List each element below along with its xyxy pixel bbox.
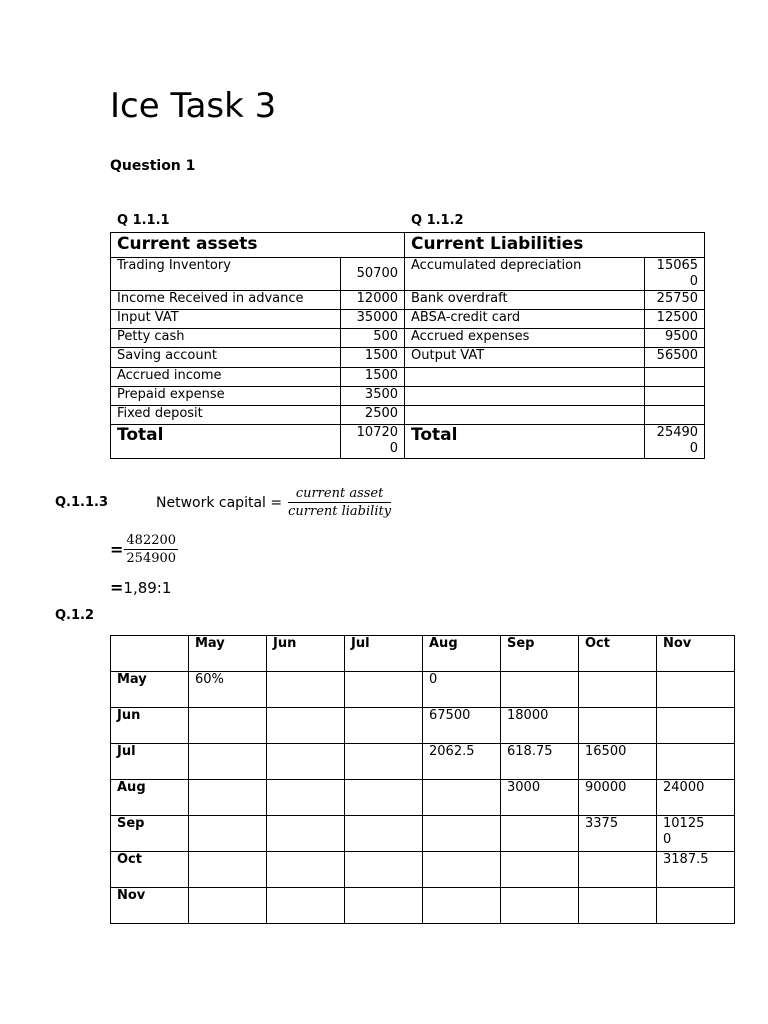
result-line	[110, 578, 171, 597]
table-row	[111, 744, 735, 780]
ratio-result: 1,89:1	[123, 579, 172, 597]
table-row	[111, 708, 735, 744]
assets-heading: Current assets	[111, 233, 405, 258]
table-cell	[267, 744, 345, 780]
liability-label: Accrued expenses	[405, 329, 645, 348]
table-cell	[189, 780, 267, 816]
column-header: Aug	[423, 636, 501, 672]
assets-total-label: Total	[111, 425, 341, 459]
table-cell	[501, 888, 579, 924]
assets-total-value: 10720 0	[341, 425, 405, 459]
table-cell	[657, 888, 735, 924]
asset-label: Trading Inventory	[111, 258, 341, 291]
liability-label: Accumulated depreciation	[405, 258, 645, 291]
column-header: May	[189, 636, 267, 672]
liabilities-heading: Current Liabilities	[405, 233, 705, 258]
table-cell	[267, 816, 345, 852]
balance-header-row	[111, 233, 705, 258]
table-cell	[579, 672, 657, 708]
table-row	[111, 780, 735, 816]
total-row	[111, 425, 705, 459]
q111-label: Q 1.1.1	[117, 213, 170, 228]
table-row	[111, 406, 705, 425]
balance-table	[110, 232, 705, 459]
equals-sign: =	[110, 540, 124, 559]
liability-label: Output VAT	[405, 348, 645, 368]
table-cell	[501, 852, 579, 888]
table-cell: 10125 0	[657, 816, 735, 852]
asset-label: Prepaid expense	[111, 387, 341, 406]
column-header: Jul	[345, 636, 423, 672]
liability-value: 25750	[645, 291, 705, 310]
table-row	[111, 387, 705, 406]
table-cell: 67500	[423, 708, 501, 744]
asset-value: 3500	[341, 387, 405, 406]
document-title: Ice Task 3	[110, 86, 277, 126]
collections-table	[110, 635, 735, 924]
table-cell	[345, 744, 423, 780]
asset-value: 12000	[341, 291, 405, 310]
table-cell: 16500	[579, 744, 657, 780]
table-cell	[657, 672, 735, 708]
asset-label: Petty cash	[111, 329, 341, 348]
asset-label: Input VAT	[111, 310, 341, 329]
table-row	[111, 852, 735, 888]
asset-value: 1500	[341, 368, 405, 387]
table-cell	[657, 744, 735, 780]
table-cell: 3000	[501, 780, 579, 816]
liabilities-total-value: 25490 0	[645, 425, 705, 459]
asset-value: 1500	[341, 348, 405, 368]
table-cell	[423, 780, 501, 816]
header-row	[111, 636, 735, 672]
table-row	[111, 258, 705, 291]
asset-label: Fixed deposit	[111, 406, 341, 425]
empty-cell	[405, 387, 645, 406]
corner-cell	[111, 636, 189, 672]
calc-denominator: 254900	[126, 551, 177, 566]
table-cell	[345, 780, 423, 816]
table-cell: 60%	[189, 672, 267, 708]
table-row	[111, 888, 735, 924]
table-cell: 0	[423, 672, 501, 708]
liability-value: 9500	[645, 329, 705, 348]
table-cell	[579, 708, 657, 744]
table-cell: 90000	[579, 780, 657, 816]
table-cell	[345, 888, 423, 924]
calc-numerator: 482200	[126, 533, 177, 548]
network-capital-formula	[156, 486, 391, 519]
table-cell: 618.75	[501, 744, 579, 780]
empty-cell	[645, 387, 705, 406]
liability-label: Bank overdraft	[405, 291, 645, 310]
table-cell	[501, 672, 579, 708]
table-cell	[267, 780, 345, 816]
table-cell	[345, 816, 423, 852]
table-cell	[501, 816, 579, 852]
liability-label: ABSA-credit card	[405, 310, 645, 329]
column-header: Jun	[267, 636, 345, 672]
table-cell: 3375	[579, 816, 657, 852]
table-row	[111, 329, 705, 348]
column-header: Oct	[579, 636, 657, 672]
asset-label: Income Received in advance	[111, 291, 341, 310]
table-cell	[423, 888, 501, 924]
asset-label: Saving account	[111, 348, 341, 368]
table-cell: 24000	[657, 780, 735, 816]
empty-cell	[405, 368, 645, 387]
table-cell: 2062.5	[423, 744, 501, 780]
question-heading: Question 1	[110, 158, 196, 174]
table-cell	[267, 852, 345, 888]
q113-label: Q.1.1.3	[55, 495, 109, 510]
q112-label: Q 1.1.2	[411, 213, 464, 228]
empty-cell	[645, 406, 705, 425]
row-header: Jul	[111, 744, 189, 780]
table-row	[111, 310, 705, 329]
table-row	[111, 672, 735, 708]
table-cell	[189, 708, 267, 744]
row-header: Aug	[111, 780, 189, 816]
liability-value: 15065 0	[645, 258, 705, 291]
table-row	[111, 348, 705, 368]
table-row	[111, 816, 735, 852]
formula-fraction	[288, 486, 391, 519]
table-cell	[423, 852, 501, 888]
table-row	[111, 368, 705, 387]
table-cell	[579, 852, 657, 888]
table-cell	[345, 852, 423, 888]
asset-label: Accrued income	[111, 368, 341, 387]
fraction-numerator: current asset	[288, 486, 391, 503]
asset-value: 500	[341, 329, 405, 348]
table-cell	[189, 816, 267, 852]
table-cell: 18000	[501, 708, 579, 744]
table-cell	[423, 816, 501, 852]
column-header: Nov	[657, 636, 735, 672]
asset-value: 35000	[341, 310, 405, 329]
row-header: May	[111, 672, 189, 708]
empty-cell	[405, 406, 645, 425]
fraction-denominator: current liability	[288, 504, 392, 519]
equals-sign: =	[110, 578, 124, 597]
calc-fraction	[124, 533, 178, 566]
table-cell	[345, 672, 423, 708]
table-cell	[345, 708, 423, 744]
asset-value: 50700	[341, 258, 405, 291]
liability-value: 56500	[645, 348, 705, 368]
table-cell	[189, 852, 267, 888]
table-cell	[579, 888, 657, 924]
table-cell	[267, 888, 345, 924]
row-header: Nov	[111, 888, 189, 924]
row-header: Oct	[111, 852, 189, 888]
asset-value: 2500	[341, 406, 405, 425]
table-cell	[267, 708, 345, 744]
formula-text: Network capital =	[156, 494, 283, 511]
q12-label: Q.1.2	[55, 608, 95, 623]
table-cell	[267, 672, 345, 708]
calculation-line	[110, 533, 178, 566]
table-cell: 3187.5	[657, 852, 735, 888]
row-header: Sep	[111, 816, 189, 852]
table-cell	[189, 744, 267, 780]
table-cell	[657, 708, 735, 744]
row-header: Jun	[111, 708, 189, 744]
liability-value: 12500	[645, 310, 705, 329]
table-cell	[189, 888, 267, 924]
empty-cell	[645, 368, 705, 387]
liabilities-total-label: Total	[405, 425, 645, 459]
column-header: Sep	[501, 636, 579, 672]
table-row	[111, 291, 705, 310]
